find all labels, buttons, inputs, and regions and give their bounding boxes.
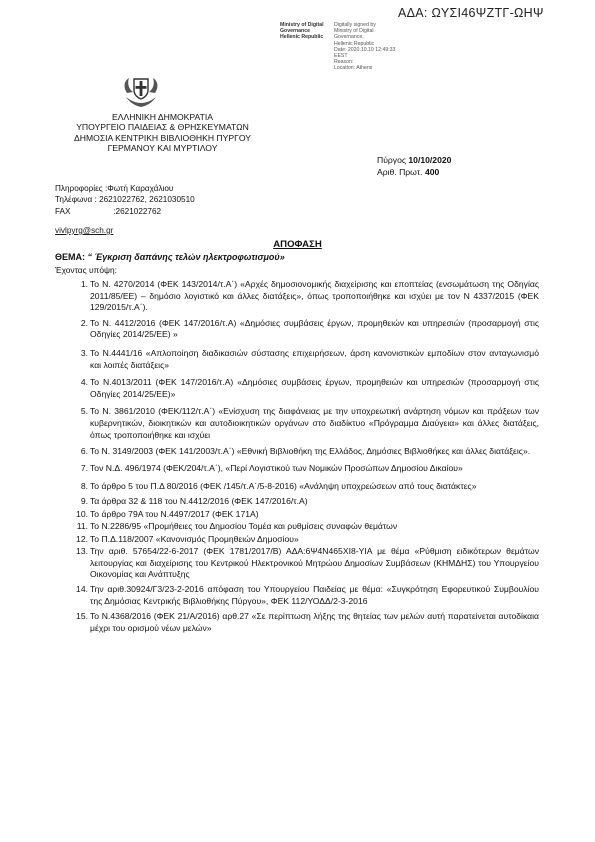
signature-line: Location: Athens (334, 65, 373, 72)
item-text: Το Ν.2286/95 «Προμήθειες του Δημοσίου Τομέα και ρυθμίσεις συναφών θεμάτων (90, 521, 398, 532)
subject-label: ΘΕΜΑ: (55, 252, 85, 262)
legal-basis-list (55, 279, 539, 634)
protocol-number: 400 (424, 166, 440, 177)
list-item (55, 534, 539, 546)
list-item (55, 509, 539, 521)
item-text: Την αριθ. 57654/22-6-2017 (ΦΕΚ 1781/2017/Β) ΑΔΑ:6Ψ4Ν465ΧΙ8-ΥΙΑ με θέμα «Ρύθμιση ειδικότερων θεμάτων λειτουργίας και διαχείρισης του Κεντρικού Ηλεκτρονικού Μητρώου Δημοσίων Συμβάσεων (ΚΗΜΔΗΣ) του Υπουργείου Οικονομίας και Ανάπτυξης (90, 546, 539, 580)
signature-line: Date: 2020.10.10 12:49:33 (334, 46, 396, 53)
signature-line: Hellenic Republic (280, 34, 324, 41)
item-number: 10. (76, 508, 88, 519)
greek-coat-of-arms-icon (121, 75, 161, 109)
intro-text: Έχοντας υπόψη: (55, 265, 117, 275)
item-number: 5. (80, 406, 88, 417)
list-item (55, 463, 539, 475)
item-text: Το Ν. 4412/2016 (ΦΕΚ 147/2016/τ.Α) «Δημόσιες συμβάσεις έργων, προμηθειών και υπηρεσιών (προσαρμογή στις Οδηγίες 2014/25/ΕΕ) » (90, 317, 539, 340)
list-item (55, 496, 539, 508)
item-number: 14. (76, 584, 88, 595)
item-text: Το άρθρο 5 του Π.Δ 80/2016 (ΦΕΚ /145/τ.Α΄/5-8-2016) «Ανάληψη υποχρεώσεων από τους διατάκτες» (90, 481, 477, 492)
document-title: ΑΠΟΦΑΣΗ (273, 239, 322, 250)
item-number: 15. (76, 611, 88, 622)
item-number: 12. (76, 533, 88, 544)
fax-label: FAX (55, 206, 71, 216)
signature-left (280, 22, 334, 41)
signature-right (334, 22, 400, 72)
item-text: Το Ν. 4270/2014 (ΦΕΚ 143/2014/τ.Α΄) «Αρχές δημοσιονομικής διαχείρισης και εποπτείας (ενσωμάτωση της Οδηγίας 2011/85/ΕΕ) – δημόσιο λογιστικό και άλλες διατάξεις», όπως τροποποιήθηκε και ισχύει με τον Ν 4337/2015 (ΦΕΚ 129/2015/τ.Α΄). (90, 279, 539, 313)
list-item (55, 481, 539, 493)
list-item (55, 521, 539, 533)
header-line: ΕΛΛΗΝΙΚΗ ΔΗΜΟΚΡΑΤΙΑ (112, 112, 213, 122)
item-text: Την αριθ.30924/Γ3/23-2-2016 απόφαση του Υπουργείου Παιδείας με θέμα: «Συγκρότηση Εφορευτικού Συμβουλίου της Δημόσιας Κεντρικής Βιβλιοθήκης Πύργου», ΦΕΚ 112/ΥΟΔΔ/2-3-2016 (90, 584, 539, 606)
item-text: Το Π.Δ.118/2007 «Κανονισμός Προμηθειών Δημοσίου» (90, 533, 299, 544)
info-label: Πληροφορίες (55, 184, 103, 193)
contact-block (55, 183, 195, 217)
item-number: 11. (76, 521, 88, 532)
header-line: ΓΕΡΜΑΝΟΥ ΚΑΙ ΜΥΡΤΙΛΟΥ (107, 143, 218, 154)
signature-line: Digitally signed by (334, 22, 376, 28)
subject-line (55, 252, 285, 262)
phone-label: Τηλέφωνα (55, 195, 93, 205)
signature-line: Governance, (334, 34, 364, 41)
list-item (55, 377, 539, 400)
item-text: Το Ν. 3149/2003 (ΦΕΚ 141/2003/τ.Α΄) «Εθνική Βιβλιοθήκη της Ελλάδος, Δημόσιες Βιβλιοθήκες και άλλες διατάξεις». (90, 446, 531, 457)
issuer-header (55, 112, 270, 154)
signature-line: EEST (334, 53, 348, 60)
item-number: 6. (80, 446, 88, 457)
list-item (55, 406, 539, 441)
subject-value: “ Έγκριση δαπάνης τελών ηλεκτροφωτισμού» (87, 252, 285, 262)
list-item (55, 279, 539, 314)
item-text: Το Ν.4368/2016 (ΦΕΚ 21/Α/2016) αρθ.27 «Σε περίπτωση λήξης της θητείας των μελών αυτή παρατείνεται αυτοδίκαια μέχρι του ορισμού νέων μελών» (90, 611, 539, 633)
fax-value: :2621022762 (113, 206, 162, 216)
item-text: Το Ν.4013/2011 (ΦΕΚ 147/2016/τ.Α) «Δημόσιες συμβάσεις έργων, προμηθειών και υπηρεσιών (προσαρμογή στις Οδηγίες 2014/25/ΕΕ)» (90, 377, 539, 399)
email-link[interactable]: vivlpyrg@sch.gr (55, 226, 114, 235)
list-item (55, 584, 539, 607)
item-number: 7. (80, 462, 88, 473)
city: Πύργος (377, 155, 407, 165)
item-text: Τα άρθρα 32 & 118 του Ν.4412/2016 (ΦΕΚ 147/2016/τ.Α) (90, 495, 308, 506)
item-text: Το άρθρο 79Α του Ν.4497/2017 (ΦΕΚ 171Α) (90, 508, 259, 519)
item-text: Τον Ν.Δ. 496/1974 (ΦΕΚ/204/τ.Α΄), «Περί Λογιστικού των Νομικών Προσώπων Δημοσίου Δικαίου» (90, 462, 463, 473)
list-item (55, 611, 539, 634)
header-line: ΥΠΟΥΡΓΕΙΟ ΠΑΙΔΕΙΑΣ & ΘΡΗΣΚΕΥΜΑΤΩΝ (76, 122, 249, 133)
info-value: :Φωτή Καραχάλιου (105, 184, 174, 193)
date: 10/10/2020 (408, 155, 452, 165)
item-number: 3. (80, 347, 88, 358)
list-item (55, 446, 539, 458)
phone-value: : 2621022762, 2621030510 (94, 195, 195, 205)
item-number: 2. (80, 317, 88, 328)
list-item (55, 546, 539, 581)
item-number: 13. (76, 546, 88, 557)
item-text: Το Ν. 3861/2010 (ΦΕΚ/112/τ.Α΄) «Ενίσχυση της διαφάνειας με την υποχρεωτική ανάρτηση νόμων και πράξεων των κυβερνητικών, διοικητικών και αυτοδιοικητικών οργάνων στο διαδίκτυο «Πρόγραμμα Διαύγεια» και άλλες διατάξεις, όπως τροποποιήθηκε και ισχύει (90, 406, 539, 440)
header-line: ΔΗΜΟΣΙΑ ΚΕΝΤΡΙΚΗ ΒΙΒΛΙΟΘΗΚΗ ΠΥΡΓΟΥ (74, 132, 251, 143)
list-item (55, 348, 539, 371)
item-text: Το Ν.4441/16 «Απλοποίηση διαδικασιών σύστασης επιχειρήσεων, άρση κανονιστικών εμποδίων στον ανταγωνισμό και λοιπές διατάξεις» (90, 347, 539, 370)
list-item (55, 318, 539, 341)
item-number: 8. (80, 481, 88, 492)
protocol-label: Αριθ. Πρωτ. (377, 166, 423, 177)
ada-code: ΑΔΑ: ΩΥΣΙ46ΨΖΤΓ-ΩΗΨ (398, 6, 544, 20)
signature-line: Hellenic Republic (334, 40, 375, 47)
signature-line: Ministry of Digital (280, 22, 324, 28)
place-date-block (377, 155, 451, 178)
item-number: 4. (80, 377, 88, 388)
signature-line: Reason: (334, 59, 354, 66)
signature-line: Governance (280, 28, 310, 35)
signature-line: Ministry of Digital (334, 28, 374, 35)
item-number: 9. (80, 495, 88, 506)
item-number: 1. (80, 279, 88, 289)
